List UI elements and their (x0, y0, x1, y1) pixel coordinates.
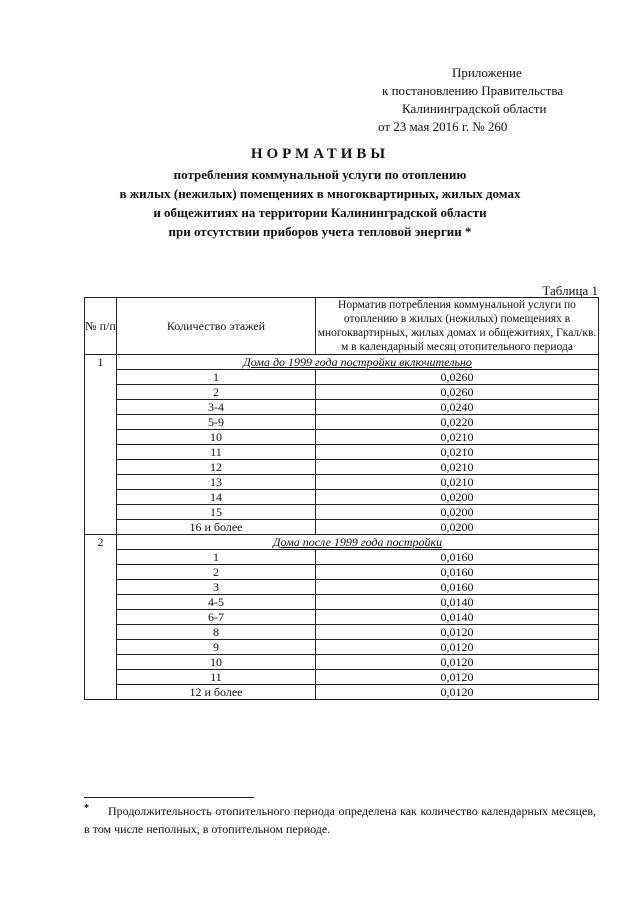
section-title: Дома после 1999 года постройки (117, 535, 599, 550)
norm-value-cell: 0,0120 (316, 685, 599, 700)
table-row (85, 385, 599, 400)
floors-cell: 3 (117, 580, 316, 595)
table-row (85, 370, 599, 385)
table-row (85, 505, 599, 520)
table-row (85, 595, 599, 610)
document-title: НОРМАТИВЫ (250, 146, 390, 162)
floors-cell: 4-5 (117, 595, 316, 610)
norm-value-cell: 0,0120 (316, 640, 599, 655)
norms-table (84, 297, 599, 700)
table-row (85, 640, 599, 655)
floors-cell: 1 (117, 370, 316, 385)
table-row (85, 490, 599, 505)
table-row (85, 685, 599, 700)
appendix-region: Калининградской области (402, 101, 547, 116)
norm-value-cell: 0,0200 (316, 490, 599, 505)
floors-cell: 11 (117, 670, 316, 685)
floors-cell: 13 (117, 475, 316, 490)
section-title: Дома до 1999 года постройки включительно (117, 355, 599, 370)
table-row (85, 580, 599, 595)
appendix-date: от 23 мая 2016 г. № 260 (378, 119, 508, 134)
floors-cell: 6-7 (117, 610, 316, 625)
floors-cell: 10 (117, 430, 316, 445)
norm-value-cell: 0,0120 (316, 670, 599, 685)
floors-cell: 1 (117, 550, 316, 565)
norm-value-cell: 0,0260 (316, 385, 599, 400)
table-row (85, 460, 599, 475)
floors-cell: 11 (117, 445, 316, 460)
table-row (85, 430, 599, 445)
norm-value-cell: 0,0220 (316, 415, 599, 430)
appendix-resolution: к постановлению Правительства (382, 83, 564, 98)
floors-cell: 5-9 (117, 415, 316, 430)
document-subtitle-line-4: при отсутствии приборов учета тепловой энергии * (168, 224, 472, 239)
floors-cell: 2 (117, 565, 316, 580)
table-body (85, 355, 599, 700)
table-row (85, 550, 599, 565)
document-subtitle-line-1: потребления коммунальной услуги по отоплению (173, 167, 467, 182)
table-row (85, 400, 599, 415)
header-norm: Норматив потребления коммунальной услуги по отоплению в жилых (нежилых) помещениях в многоквартирных, жилых домах и общежитиях, Гкал/кв. м в календарный месяц отопительного периода (316, 298, 599, 355)
norm-value-cell: 0,0210 (316, 475, 599, 490)
table-row (85, 445, 599, 460)
table-row (85, 670, 599, 685)
appendix-title: Приложение (452, 65, 522, 80)
floors-cell: 15 (117, 505, 316, 520)
floors-cell: 16 и более (117, 520, 316, 535)
document-subtitle-line-2: в жилых (нежилых) помещениях в многоквартирных, жилых домах (119, 186, 521, 201)
norm-value-cell: 0,0210 (316, 460, 599, 475)
section-row (85, 355, 599, 370)
table-row (85, 475, 599, 490)
footnote-text: Продолжительность отопительного периода определена как количество календарных месяцев, в том числе неполных, в отопительном периоде. (84, 804, 596, 836)
norm-value-cell: 0,0210 (316, 445, 599, 460)
floors-cell: 12 (117, 460, 316, 475)
floors-cell: 9 (117, 640, 316, 655)
norm-value-cell: 0,0140 (316, 595, 599, 610)
document-heading (0, 145, 640, 241)
floors-cell: 3-4 (117, 400, 316, 415)
floors-cell: 8 (117, 625, 316, 640)
document-subtitle-line-3: и общежитиях на территории Калининградской области (153, 205, 487, 220)
section-row (85, 535, 599, 550)
table-header-row (85, 298, 599, 355)
footnote (84, 802, 596, 838)
norm-value-cell: 0,0200 (316, 520, 599, 535)
norm-value-cell: 0,0140 (316, 610, 599, 625)
norm-value-cell: 0,0200 (316, 505, 599, 520)
header-floors: Количество этажей (117, 298, 316, 355)
section-number: 2 (85, 535, 117, 700)
table-row (85, 610, 599, 625)
norm-value-cell: 0,0160 (316, 550, 599, 565)
norm-value-cell: 0,0120 (316, 655, 599, 670)
section-number: 1 (85, 355, 117, 535)
table-row (85, 415, 599, 430)
table-row (85, 625, 599, 640)
norm-value-cell: 0,0160 (316, 580, 599, 595)
floors-cell: 10 (117, 655, 316, 670)
floors-cell: 12 и более (117, 685, 316, 700)
footnote-mark: * (84, 803, 89, 814)
table-row (85, 655, 599, 670)
table-caption: Таблица 1 (542, 283, 598, 298)
appendix-block (360, 64, 610, 136)
norm-value-cell: 0,0120 (316, 625, 599, 640)
table-row (85, 565, 599, 580)
table-row (85, 520, 599, 535)
norm-value-cell: 0,0210 (316, 430, 599, 445)
floors-cell: 2 (117, 385, 316, 400)
norm-value-cell: 0,0240 (316, 400, 599, 415)
footnote-divider (84, 797, 254, 798)
header-number: № п/п (85, 298, 117, 355)
norm-value-cell: 0,0160 (316, 565, 599, 580)
norm-value-cell: 0,0260 (316, 370, 599, 385)
floors-cell: 14 (117, 490, 316, 505)
